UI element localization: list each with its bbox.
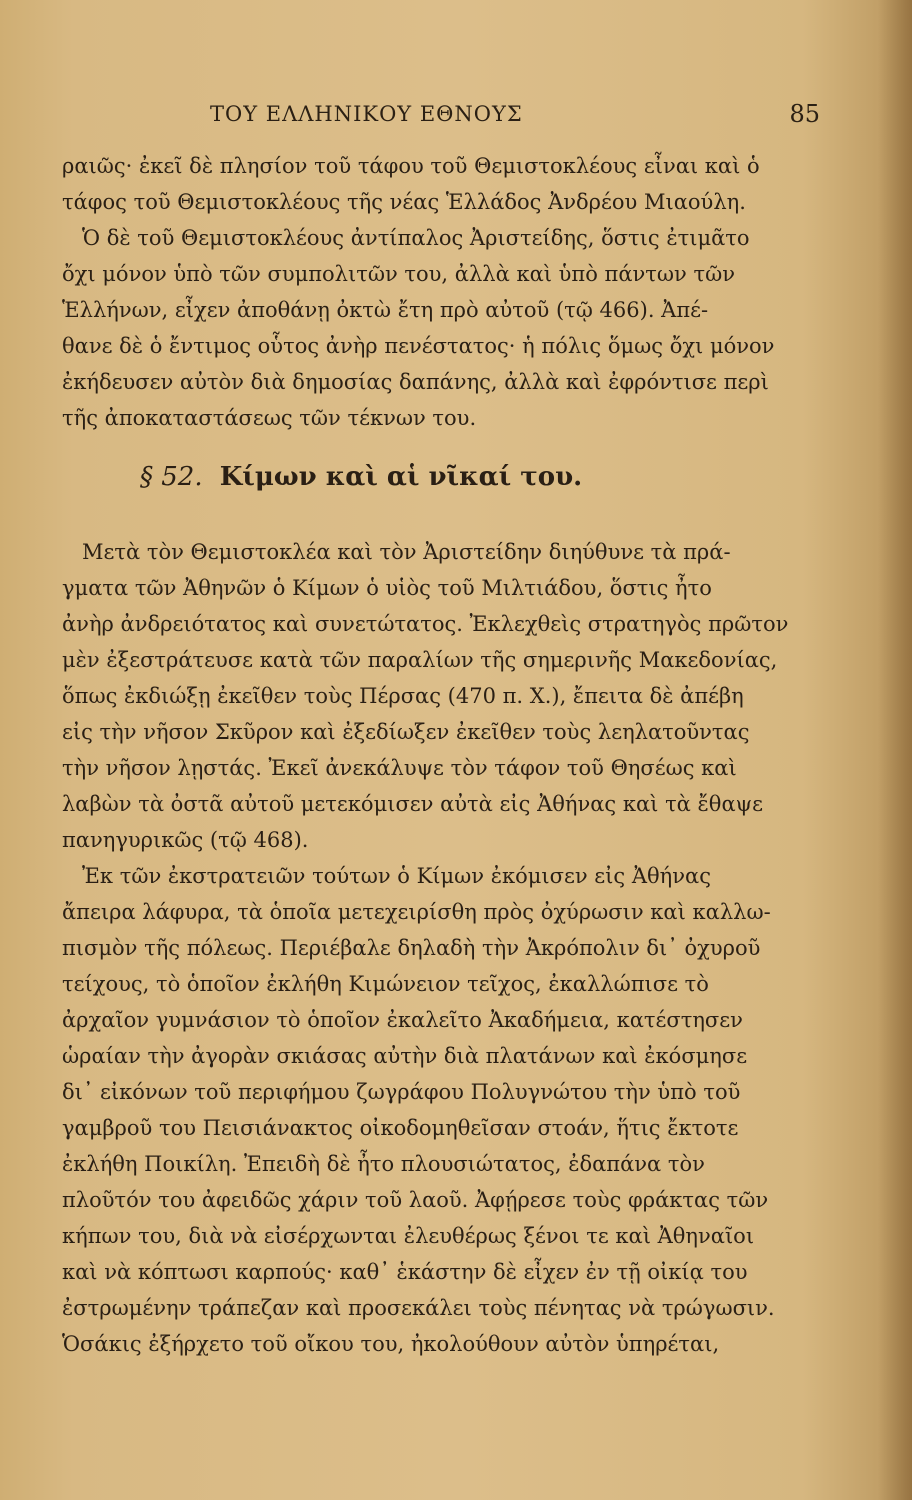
text-line: ραιῶς· ἐκεῖ δὲ πλησίον τοῦ τάφου τοῦ Θεμιστοκλέους εἶναι καὶ ὁ (62, 154, 760, 178)
section-number: § 52. (140, 462, 203, 492)
text-line: Μετὰ τὸν Θεμιστοκλέα καὶ τὸν Ἀριστείδην διηύθυνε τὰ πρά- (82, 540, 731, 564)
text-line: λαβὼν τὰ ὀστᾶ αὐτοῦ μετεκόμισεν αὐτὰ εἰς Ἀθήνας καὶ τὰ ἔθαψε (62, 792, 763, 816)
text-line: Ὁσάκις ἐξήρχετο τοῦ οἴκου του, ἠκολούθουν αὐτὸν ὑπηρέται, (62, 1332, 720, 1356)
text-line: Ἐκ τῶν ἐκστρατειῶν τούτων ὁ Κίμων ἐκόμισεν εἰς Ἀθήνας (82, 864, 711, 888)
text-line: Ὁ δὲ τοῦ Θεμιστοκλέους ἀντίπαλος Ἀριστείδης, ὅστις ἐτιμᾶτο (82, 226, 750, 250)
text-line: ἐστρωμένην τράπεζαν καὶ προσεκάλει τοὺς πένητας νὰ τρώγωσιν. (62, 1296, 775, 1320)
page-number: 85 (789, 100, 820, 128)
text-line: πισμὸν τῆς πόλεως. Περιέβαλε δηλαδὴ τὴν Ἀκρόπολιν δι᾽ ὀχυροῦ (62, 936, 761, 960)
text-line: δι᾽ εἰκόνων τοῦ περιφήμου ζωγράφου Πολυγνώτου τὴν ὑπὸ τοῦ (62, 1080, 741, 1104)
text-line: τῆς ἀποκαταστάσεως τῶν τέκνων του. (62, 406, 477, 430)
text-line: ἄπειρα λάφυρα, τὰ ὁποῖα μετεχειρίσθη πρὸς ὀχύρωσιν καὶ καλλω- (62, 900, 771, 924)
text-line: τάφος τοῦ Θεμιστοκλέους τῆς νέας Ἑλλάδος Ἀνδρέου Μιαούλη. (62, 190, 746, 214)
text-line: θανε δὲ ὁ ἔντιμος οὗτος ἀνὴρ πενέστατος· ἡ πόλις ὅμως ὄχι μόνον (62, 334, 775, 358)
text-line: εἰς τὴν νῆσον Σκῦρον καὶ ἐξεδίωξεν ἐκεῖθεν τοὺς λεηλατοῦντας (62, 720, 750, 744)
paragraph-2 (62, 534, 842, 858)
text-line: τείχους, τὸ ὁποῖον ἐκλήθη Κιμώνειον τεῖχος, ἐκαλλώπισε τὸ (62, 972, 709, 996)
text-line: τὴν νῆσον λῃστάς. Ἐκεῖ ἀνεκάλυψε τὸν τάφον τοῦ Θησέως καὶ (62, 756, 737, 780)
running-title: ΤΟΥ ΕΛΛΗΝΙΚΟΥ ΕΘΝΟΥΣ (210, 102, 523, 126)
text-line: ἀνὴρ ἀνδρειότατος καὶ συνετώτατος. Ἐκλεχθεὶς στρατηγὸς πρῶτον (62, 612, 789, 636)
text-line: ἐκλήθη Ποικίλη. Ἐπειδὴ δὲ ἦτο πλουσιώτατος, ἐδαπάνα τὸν (62, 1152, 705, 1176)
text-line: ὅπως ἐκδιώξῃ ἐκεῖθεν τοὺς Πέρσας (470 π. Χ.), ἔπειτα δὲ ἀπέβη (62, 684, 744, 708)
text-line: ὄχι μόνον ὑπὸ τῶν συμπολιτῶν του, ἀλλὰ καὶ ὑπὸ πάντων τῶν (62, 262, 735, 286)
text-line: ἐκήδευσεν αὐτὸν διὰ δημοσίας δαπάνης, ἀλλὰ καὶ ἐφρόντισε περὶ (62, 370, 769, 394)
section-title: Κίμων καὶ αἱ νῖκαί του. (219, 462, 583, 492)
section-heading (140, 462, 740, 492)
text-line: ἀρχαῖον γυμνάσιον τὸ ὁποῖον ἐκαλεῖτο Ἀκαδήμεια, κατέστησεν (62, 1008, 743, 1032)
paragraph-3 (62, 858, 842, 1362)
text-line: Ἑλλήνων, εἶχεν ἀποθάνῃ ὀκτὼ ἔτη πρὸ αὐτοῦ (τῷ 466). Ἀπέ- (62, 298, 709, 322)
text-line: γματα τῶν Ἀθηνῶν ὁ Κίμων ὁ υἱὸς τοῦ Μιλτιάδου, ὅστις ἦτο (62, 576, 712, 600)
running-head (60, 100, 820, 136)
text-line: ὡραίαν τὴν ἀγορὰν σκιάσας αὐτὴν διὰ πλατάνων καὶ ἐκόσμησε (62, 1044, 748, 1068)
text-line: πλοῦτόν του ἀφειδῶς χάριν τοῦ λαοῦ. Ἀφῄρεσε τοὺς φράκτας τῶν (62, 1188, 769, 1212)
page-edge-shadow (878, 0, 912, 1500)
text-line: μὲν ἐξεστράτευσε κατὰ τῶν παραλίων τῆς σημερινῆς Μακεδονίας, (62, 648, 778, 672)
text-line: καὶ νὰ κόπτωσι καρπούς· καθ᾽ ἑκάστην δὲ εἶχεν ἐν τῇ οἰκίᾳ του (62, 1260, 748, 1284)
text-line: γαμβροῦ του Πεισιάνακτος οἰκοδομηθεῖσαν στοάν, ἥτις ἔκτοτε (62, 1116, 739, 1140)
text-line: κήπων του, διὰ νὰ εἰσέρχωνται ἐλευθέρως ξένοι τε καὶ Ἀθηναῖοι (62, 1224, 755, 1248)
text-line: πανηγυρικῶς (τῷ 468). (62, 828, 309, 852)
paragraph-1 (62, 148, 842, 436)
